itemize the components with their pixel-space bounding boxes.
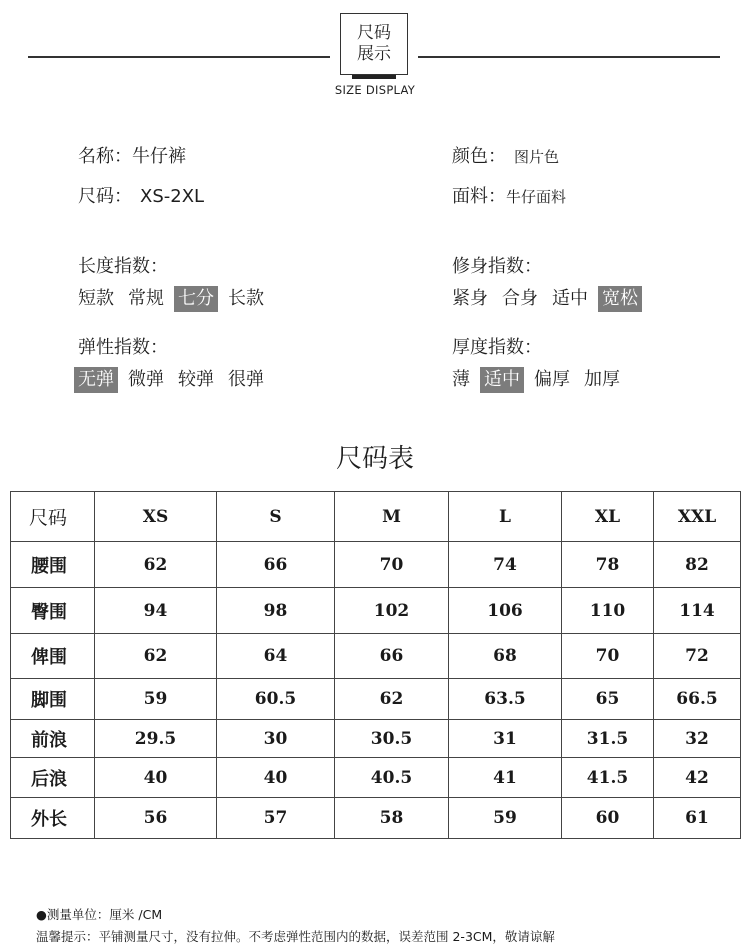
elasticity-option: 无弹: [74, 367, 118, 393]
measurement-value: 57: [217, 798, 335, 839]
product-fabric: [452, 182, 566, 208]
measurement-value: 66: [217, 542, 335, 588]
elasticity-option: 较弹: [178, 369, 214, 390]
measurement-value: 59: [95, 679, 217, 720]
length-option: 长款: [228, 288, 264, 309]
product-fabric-value: 牛仔面料: [506, 188, 567, 206]
measurement-value: 41.5: [562, 758, 654, 798]
size-table-corner-label: 尺码: [11, 492, 95, 542]
size-table-body: [11, 542, 741, 839]
product-name: [78, 142, 186, 168]
measurement-value: 74: [449, 542, 562, 588]
product-size-value: XS-2XL: [140, 186, 205, 207]
size-table: [10, 491, 741, 839]
size-column-header: M: [335, 492, 449, 542]
fit-option: 适中: [552, 288, 588, 309]
table-row: [11, 798, 741, 839]
size-table-title: 尺码表: [335, 444, 414, 474]
measurement-value: 102: [335, 588, 449, 634]
header-box: [340, 13, 408, 75]
measurement-value: 31.5: [562, 720, 654, 758]
elasticity-index-options: [74, 367, 268, 393]
measurement-value: 61: [654, 798, 741, 839]
product-name-value: 牛仔裤: [132, 146, 186, 167]
table-row: [11, 720, 741, 758]
measurement-value: 64: [217, 634, 335, 679]
measurement-value: 65: [562, 679, 654, 720]
header-box-line2: 展示: [357, 44, 391, 64]
length-option: 常规: [128, 288, 164, 309]
size-column-header: XXL: [654, 492, 741, 542]
table-row: [11, 758, 741, 798]
measurement-value: 41: [449, 758, 562, 798]
measurement-label: 俾围: [11, 634, 95, 679]
measurement-unit-note: ●测量单位：厘米 /CM: [36, 907, 163, 922]
table-row: [11, 588, 741, 634]
size-column-header: XS: [95, 492, 217, 542]
table-row: [11, 679, 741, 720]
measurement-label: 前浪: [11, 720, 95, 758]
measurement-value: 82: [654, 542, 741, 588]
thickness-option: 偏厚: [534, 369, 570, 390]
measurement-value: 70: [562, 634, 654, 679]
size-column-header: L: [449, 492, 562, 542]
measurement-value: 78: [562, 542, 654, 588]
elasticity-option: 微弹: [128, 369, 164, 390]
measurement-value: 42: [654, 758, 741, 798]
measurement-value: 62: [335, 679, 449, 720]
measurement-value: 72: [654, 634, 741, 679]
measurement-value: 30.5: [335, 720, 449, 758]
measurement-value: 30: [217, 720, 335, 758]
header-underline-bar: [352, 75, 396, 79]
thickness-option: 适中: [480, 367, 524, 393]
fit-option: 合身: [502, 288, 538, 309]
size-column-header: S: [217, 492, 335, 542]
product-fabric-label: 面料：: [452, 186, 506, 207]
measurement-label: 脚围: [11, 679, 95, 720]
fit-index-options: [448, 286, 642, 312]
thickness-option: 加厚: [584, 369, 620, 390]
product-name-label: 名称：: [78, 146, 132, 167]
length-index-options: [74, 286, 268, 312]
measurement-value: 60.5: [217, 679, 335, 720]
length-option: 短款: [78, 288, 114, 309]
measurement-value: 114: [654, 588, 741, 634]
measurement-value: 60: [562, 798, 654, 839]
table-row: [11, 542, 741, 588]
header-divider-left: [28, 56, 330, 58]
measurement-value: 56: [95, 798, 217, 839]
length-option: 七分: [174, 286, 218, 312]
size-column-header: XL: [562, 492, 654, 542]
measurement-value: 63.5: [449, 679, 562, 720]
warm-tip-note: 温馨提示：平铺测量尺寸，没有拉伸。不考虑弹性范围内的数据，误差范围 2-3CM，敬请谅解: [36, 929, 555, 944]
measurement-value: 62: [95, 634, 217, 679]
elasticity-index-title: 弹性指数：: [78, 337, 168, 358]
product-color-value: 图片色: [514, 148, 560, 166]
measurement-value: 98: [217, 588, 335, 634]
measurement-label: 后浪: [11, 758, 95, 798]
header-subtitle: SIZE DISPLAY: [334, 83, 416, 97]
measurement-value: 40.5: [335, 758, 449, 798]
measurement-value: 29.5: [95, 720, 217, 758]
table-row: [11, 634, 741, 679]
measurement-value: 58: [335, 798, 449, 839]
measurement-value: 40: [217, 758, 335, 798]
measurement-value: 62: [95, 542, 217, 588]
fit-index-title: 修身指数：: [452, 256, 542, 277]
thickness-index-options: [448, 367, 624, 393]
measurement-value: 40: [95, 758, 217, 798]
measurement-value: 59: [449, 798, 562, 839]
measurement-value: 110: [562, 588, 654, 634]
measurement-value: 94: [95, 588, 217, 634]
size-table-header-row: [11, 492, 741, 542]
measurement-label: 臀围: [11, 588, 95, 634]
measurement-label: 外长: [11, 798, 95, 839]
header-divider-right: [418, 56, 720, 58]
measurement-value: 32: [654, 720, 741, 758]
thickness-index-title: 厚度指数：: [452, 337, 542, 358]
measurement-value: 66: [335, 634, 449, 679]
header-box-line1: 尺码: [357, 23, 391, 43]
measurement-value: 106: [449, 588, 562, 634]
length-index-title: 长度指数：: [78, 256, 168, 277]
measurement-value: 31: [449, 720, 562, 758]
product-color: [452, 142, 559, 168]
fit-option: 宽松: [598, 286, 642, 312]
fit-option: 紧身: [452, 288, 488, 309]
measurement-value: 70: [335, 542, 449, 588]
product-size: [78, 182, 204, 208]
measurement-value: 66.5: [654, 679, 741, 720]
product-size-label: 尺码：: [78, 186, 132, 207]
product-color-label: 颜色：: [452, 146, 506, 167]
thickness-option: 薄: [452, 369, 470, 390]
elasticity-option: 很弹: [228, 369, 264, 390]
measurement-label: 腰围: [11, 542, 95, 588]
measurement-value: 68: [449, 634, 562, 679]
